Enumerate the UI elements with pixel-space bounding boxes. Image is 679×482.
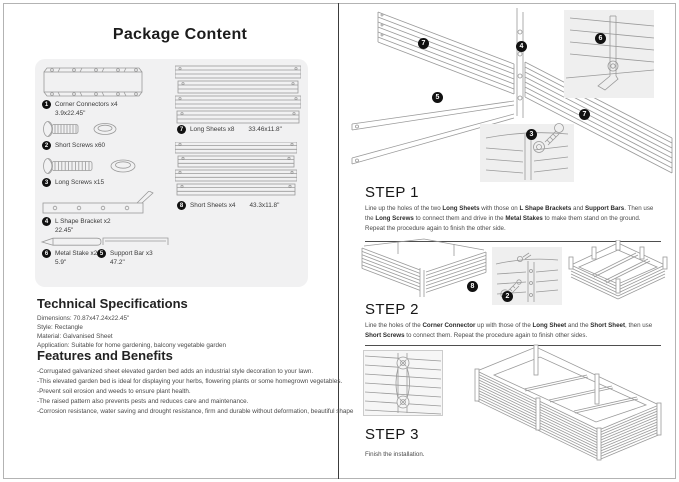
item-label: Long Sheets x8 (190, 126, 235, 133)
item-size: 22.45" (55, 227, 74, 235)
item-number-badge: 3 (42, 178, 51, 187)
item-corner-connectors (42, 100, 118, 119)
item-size: 47.2" (110, 259, 125, 267)
item-label: Short Sheets x4 (190, 202, 236, 209)
item-label: Support Bar x3 (110, 250, 153, 257)
item-size: 5.9" (55, 259, 67, 267)
long-sheets-drawing (175, 65, 301, 127)
step1-heading: STEP 1 (365, 184, 419, 201)
short-screw-drawing (41, 119, 133, 139)
item-l-shape-bracket (42, 217, 111, 236)
marker-short-screw: 2 (502, 291, 513, 302)
item-label: Corner Connectors x4 (55, 101, 118, 108)
step1-instructions: Line up the holes of the two Long Sheets with those on L Shape Brackets and Support Bars. Then use the Long Screws to connect them and drive in the Metal Stakes to make them stand on the ground. Repeat the procedure again to finish the other side. (365, 205, 654, 232)
spec-application: Application: Suitable for home gardening, balcony vegetable garden (37, 342, 227, 349)
item-number-badge: 2 (42, 141, 51, 150)
step2-instructions: Line the holes of the Corner Connector up with those of the Long Sheet and the Short Sheet, then use Short Screws to connect them. Repeat the procedure again to finish other sides. (365, 322, 653, 339)
feature-line: -This elevated garden bed is ideal for displaying your herbs, flowering plants or some homegrown vegetables. (37, 378, 343, 385)
item-label: Long Screws x15 (55, 179, 105, 186)
spec-material: Material: Galvanised Sheet (37, 333, 113, 340)
item-size: 3.9x22.45" (55, 110, 86, 118)
item-long-screws (42, 178, 104, 187)
marker-metal-stake: 6 (595, 33, 606, 44)
item-metal-stake (42, 249, 97, 268)
l-shape-bracket-drawing (41, 191, 159, 217)
item-number-badge: 7 (177, 125, 186, 134)
marker-l-bracket: 4 (516, 41, 527, 52)
item-label: Short Screws x60 (55, 142, 106, 149)
features-heading: Features and Benefits (37, 348, 173, 363)
item-support-bar (97, 249, 153, 268)
item-short-sheets (177, 201, 279, 210)
page-title: Package Content (112, 26, 248, 43)
metal-stake-inset (564, 10, 654, 98)
support-bar-drawing (101, 235, 171, 247)
item-long-sheets (177, 125, 282, 134)
item-size: 43.3x11.8" (249, 202, 280, 209)
item-number-badge: 6 (42, 249, 51, 258)
package-content-box (35, 59, 308, 287)
item-number-badge: 5 (97, 249, 106, 258)
item-size: 33.46x11.8" (248, 126, 282, 133)
marker-short-sheet: 8 (467, 281, 478, 292)
metal-stake-drawing (40, 237, 104, 247)
item-number-badge: 1 (42, 100, 51, 109)
step1-assembly-diagram (348, 4, 674, 186)
step2-frame-diagram (568, 240, 668, 302)
marker-long-screw: 3 (526, 129, 537, 140)
item-short-screws (42, 141, 105, 150)
item-number-badge: 4 (42, 217, 51, 226)
short-sheets-drawing (175, 142, 297, 198)
item-label: Metal Stake x2 (55, 250, 98, 257)
item-number-badge: 8 (177, 201, 186, 210)
step3-instructions: Finish the installation. (365, 451, 425, 458)
corner-connector-drawing (42, 65, 144, 99)
marker-long-sheet: 7 (418, 38, 429, 49)
item-label: L Shape Bracket x2 (55, 218, 111, 225)
spec-dimensions: Dimensions: 70.87x47.24x22.45" (37, 315, 130, 322)
marker-long-sheet: 7 (579, 109, 590, 120)
feature-line: -Prevent soil erosion and weeds to ensure plant health. (37, 388, 191, 395)
step3-connector-inset (363, 350, 443, 416)
long-screw-drawing (41, 156, 145, 176)
step3-heading: STEP 3 (365, 426, 419, 443)
spec-style: Style: Rectangle (37, 324, 83, 331)
tech-specs-heading: Technical Specifications (37, 296, 188, 311)
feature-line: -Corrugated galvanized sheet elevated garden bed adds an industrial style decoration to your lawn. (37, 368, 314, 375)
marker-support-bar: 5 (432, 92, 443, 103)
feature-line: -Corrosion resistance, water saving and drought resistance, firm and durable without deformation, beautiful shape (37, 408, 354, 415)
step2-heading: STEP 2 (365, 301, 419, 318)
feature-line: -The raised pattern also prevents pests and reduces care and maintenance. (37, 398, 249, 405)
